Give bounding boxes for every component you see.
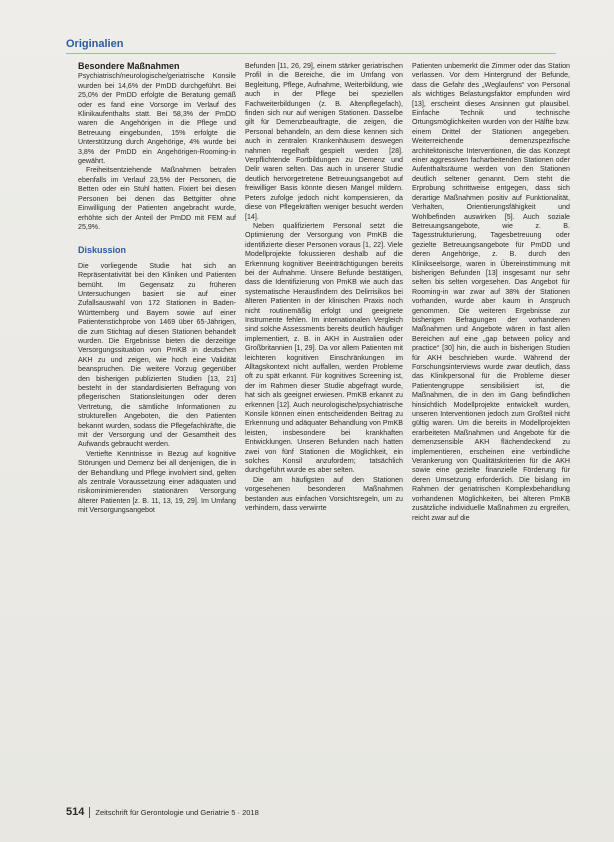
paragraph: Vertiefte Kenntnisse in Bezug auf kognitive Störungen und Demenz bei all denjenigen, die in der Behandlung und Pflege involviert sind, gelten als zentrale Voraussetzung einer adäquaten und risikominimierenden stationären Versorgung älterer Patienten [z. B. 11, 13, 19, 29]. Im Umfang mit Versorgungsangebot [78, 449, 236, 515]
page-footer [66, 806, 556, 818]
category-label: Originalien [66, 38, 124, 50]
section-title-discussion: Diskussion [78, 245, 127, 256]
page-number: 514 [66, 806, 85, 818]
paragraph: Befunden [11, 26, 29], einem stärker geriatrischen Profil in die Bereiche, die im Umfang von Begleitung, Pflege, Aufnahme, Weiterbildung, wie auch in der Pflege bei speziellen Fachweiterbildungen (z. B. Altenpflegefach), finden sich nur auf wenigen Stationen. Dasselbe gilt für Demenzbeauftragte, die zeigen, die Personal behandeln, an dem diese kennen sich auch in zentralen Krankenhäusern deswegen nahmen regelhaft gespielt werden [28]. Verpflichtende Fortbildungen zu Demenz und Delir waren selten. Das auch in unserer Studie deutlich hervorgetretene Betreuungsangebot auf freiwilliger Basis könnte diesen Mangel mildern. Peters zufolge jedoch nicht kompensieren, da diese von Pflegekräften weniger besucht werden [14]. [245, 62, 403, 221]
text-column-2 [245, 62, 403, 514]
paragraph: Neben qualifiziertem Personal setzt die Optimierung der Versorgung von PmKB die identifizierte dieser Personen voraus [1, 22]. Viele Modellprojekte fokussieren deshalb auf die Erkennung kognitiver Beeinträchtigungen bereits bei der Aufnahme. Unsere Befunde bestätigen, dass die Identifizierung von PmKB wie auch das systematische Herausfindern des Delirrisikos bei älteren Patienten in der klinischen Praxis noch nicht routinemäßig erfolgt und geeignete Instrumente fehlen. Im internationalen Vergleich sind solche Assessments bereits deutlich häufiger implementiert, z. B. in AKH in Australien oder Großbritannien [1, 29]. Da vor allem Patienten mit leichteren kognitiven Einschränkungen im Alltagskontext nicht auffallen, werden Probleme oft zu spät erkannt. Für kognitives Screening ist, der im Rahmen dieser Studie abgefragt wurde, hat sich als geeignet erwiesen. PmKB erkannt zu erkennen [12]. Auch neurologische/psychiatrische Konsile können einen entscheidenden Beitrag zu Erkennung und adäquater Behandlung von PmKB leisten, insbesondere bei krankhaften Entwicklungen. Unseren Befunden nach hatten zwei von fünf Stationen die Möglichkeit, ein solches Konsil anzufordern; tatsächlich durchgeführt wurde es aber selten. [245, 221, 403, 475]
header-rule [66, 53, 556, 54]
paragraph: Psychiatrisch/neurologische/geriatrische Konsile wurden bei 14,6% der PmDD durchgeführt. Bei 25,0% der PmDD erfolgte die Beratung gemäß oder es fand eine Vorsorge im Verlauf des Klinikaufenthalts statt. Bei 58,3% der PmDD waren die Angehörigen in die Pflege und Betreuung eingebunden, 15% erfolgte die Unterstützung durch Angehörige, 4% wurde bei 3,8% der PmDD ein Angehörigen-Rooming-in gewährt. [78, 72, 236, 166]
page-header [66, 38, 556, 54]
text-column-3 [412, 62, 570, 523]
section-title-measures: Besondere Maßnahmen [78, 61, 180, 71]
paragraph: Die am häufigsten auf den Stationen vorgesehenen besonderen Maßnahmen bestanden aus einfachen Vorsichtsregeln, um zu verhindern, dass verwirrte [245, 475, 403, 513]
paragraph: Freiheitsentziehende Maßnahmen betrafen ebenfalls im Verlauf 23,5% der Personen, die Betten oder ein Stuhl hatten. Fixiert bei diesen Personen bei denen das Bettgitter ohne Einwilligung der Patienten angebracht wurde, erhöhte sich der Anteil der PmDD mit FEM auf 25,9%. [78, 166, 236, 231]
paragraph: Die vorliegende Studie hat sich an Repräsentativität bei den Kliniken und Patienten bemüht. Im Gegensatz zu früheren Untersuchungen basiert sie auf einer Zufallsauswahl von 172 Stationen in Baden-Württemberg und Bayern sowie auf einer Patientenstichprobe von 1469 über 65-Jährigen, die zum Stichtag auf diesen Stationen behandelt wurden. Die Ergebnisse bieten die derzeitige Versorgungssituation von PmKB in deutschen AKH zu und zeigen, wie hoch eine Validität beanspruchen. Die weitere Vorzug gegenüber den bisherigen publizierten Studien [13, 21] besteht in der standardisierten Befragung von pflegerischen Stationsleitungen oder deren Vertretung, die sämtliche Informationen zu strukturellen Angeboten, die den Patienten bekannt wurden, sodass die Pflegefachkräfte, die mit der Versorgung und der Gesamtheit des Aufwands gebraucht werden. [78, 261, 236, 449]
journal-citation: Zeitschrift für Gerontologie und Geriatrie 5 · 2018 [95, 807, 259, 817]
paragraph: Patienten unbemerkt die Zimmer oder das Station verlassen. Vor dem Hintergrund der Befunde, dass die Gefahr des „Weglaufens“ von Personal als wichtiges Belastungsfaktor empfunden wird [13], erscheint dieses Ansinnen gut plausibel. Einfache Technik und technische Ortungsmöglichkeiten wurden von der Hälfte bzw. einem Drittel der Stationen angegeben. Weiterreichende demenzspezifische architektonische Interventionen, die das Konzept einer aggressiven facharbeitenden Stationen oder Aufenthaltsräume werden von den Stationen deutlich seltener genannt. Dem steht die Erprobung schrittweise entgegen, dass sich derartige Maßnahmen positiv auf Funktionalität, Verhalten, Orientierungsfähigkeit und Wohlbefinden auswirken [5]. Auch soziale Betreuungsangebote, wie z. B. Tagesstrukturierung, Tagesbetreuung oder gezielte Betreuungsangebote für PmDD und deren Angehörige, z. B. durch den Klinikseelsorge, waren in Übereinstimmung mit bisherigen Befunden [13] insgesamt nur sehr selten bis selten vorgesehen. Das Angebot für Rooming-in war zwar auf 38% der Stationen vorhanden, wurde aber kaum in Anspruch genommen. Die weiteren Ergebnisse zur bisherigen Befragungen der vorhandenen Maßnahmen und Angebote wären in fast allen Bereichen auf eine „gap between policy and practice“ [30] hin, die auch in bisherigen Studien für AKH beschrieben wurde. Während der Forschungsinterviews wurde zwar deutlich, dass das Klinikpersonal für die Probleme dieser Patientengruppe sensibilisiert ist, die Maßnahmen, die in den im Gang befindlichen hinsichtlich Modellprojekte entwickelt wurden, unseren Interventionen jedoch zum Großteil nicht gültig waren. Um die bereits in Modellprojekten erarbeiteten Maßnahmen und Angebote für die demenzsensible AKH flächendeckend zu implementieren, erscheinen eine verbindliche Verankerung von Qualitätskriterien für die AKH sowie eine gezielte finanzielle Förderung für deren Umsetzung erforderlich. Die bislang im Rahmen der geriatrischen Komplexbehandlung vorhandenen Möglichkeiten, bei älteren PmKB zusätzliche individuelle Maßnahmen zu ergreifen, reicht zwar auf die [412, 62, 570, 522]
text-column-1 [78, 62, 236, 516]
footer-divider [89, 807, 90, 818]
